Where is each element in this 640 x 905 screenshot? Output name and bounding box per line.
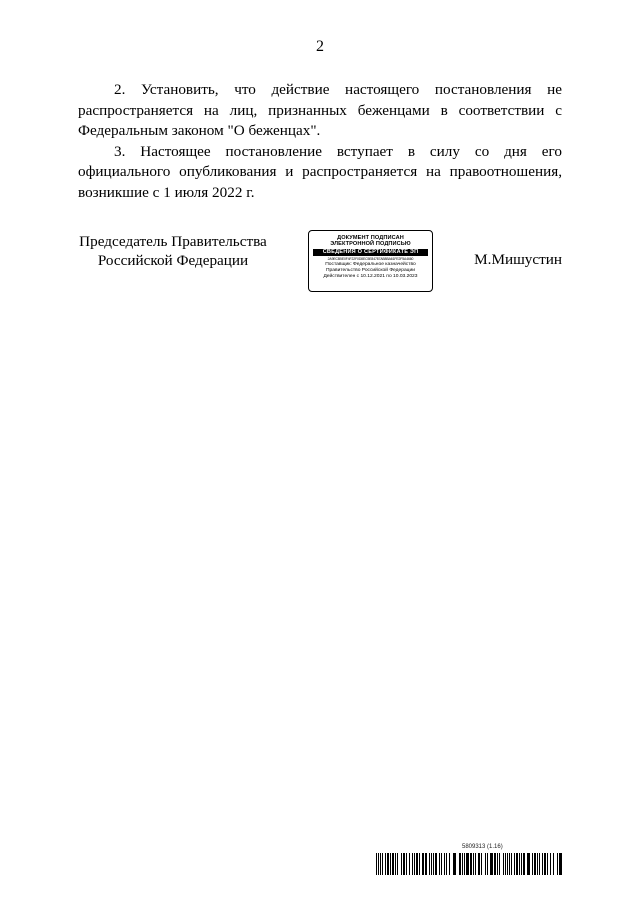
barcode-bar xyxy=(409,853,410,875)
barcode-bar xyxy=(416,853,418,875)
barcode-bar xyxy=(519,853,520,875)
barcode-bar xyxy=(499,853,500,875)
barcode-bar xyxy=(470,853,472,875)
barcode-bar xyxy=(414,853,415,875)
electronic-signature-stamp xyxy=(308,230,433,292)
barcode-bar xyxy=(385,853,386,875)
barcode-bar xyxy=(419,853,420,875)
barcode-bar xyxy=(378,853,379,875)
barcode-bar xyxy=(559,853,562,875)
stamp-title-line2: ЭЛЕКТРОННОЙ ПОДПИСЬЮ xyxy=(330,241,411,248)
barcode-bar xyxy=(542,853,543,875)
barcode-bar xyxy=(547,853,548,875)
barcode-bar xyxy=(534,853,536,875)
signer-title xyxy=(78,233,268,270)
stamp-owner: Правительство Российской Федерации xyxy=(326,268,415,274)
barcode-bar xyxy=(553,853,554,875)
barcode-bar xyxy=(466,853,469,875)
barcode-bar xyxy=(382,853,383,875)
barcode-bar xyxy=(395,853,396,875)
barcode-bar xyxy=(481,853,482,875)
barcode-bar xyxy=(453,853,456,875)
barcode-bar xyxy=(431,853,432,875)
barcode-bar xyxy=(387,853,389,875)
barcode-bar xyxy=(390,853,391,875)
barcode-bar xyxy=(392,853,394,875)
barcode-bar xyxy=(511,853,512,875)
barcode-bar xyxy=(514,853,515,875)
paragraph-3: 3. Настоящее постановление вступает в силу со дня его официального опубликования и распространяется на правоотношения, возникшие с 1 июля 2022 г. xyxy=(78,142,562,201)
barcode-bar xyxy=(459,853,461,875)
barcode-bar xyxy=(397,853,398,875)
barcode-bar xyxy=(449,853,450,875)
barcode-bar xyxy=(425,853,427,875)
stamp-title xyxy=(309,235,432,248)
barcode-bar xyxy=(422,853,424,875)
paragraph-2: 2. Установить, что действие настоящего постановления не распространяется на лиц, признанных беженцами в соответствии с Федеральным законом "О беженцах". xyxy=(78,81,562,140)
stamp-certificate-bar: СВЕДЕНИЯ О СЕРТИФИКАТЕ ЭП xyxy=(313,249,428,256)
barcode-bar xyxy=(473,853,474,875)
barcode-bar xyxy=(478,853,480,875)
barcode-bar xyxy=(439,853,440,875)
barcode-bar xyxy=(505,853,506,875)
barcode-bar xyxy=(509,853,510,875)
barcode-bar xyxy=(550,853,551,875)
barcode-bar xyxy=(376,853,377,875)
barcode-bar xyxy=(527,853,530,875)
barcode-bar xyxy=(412,853,413,875)
barcode-label: 5809313 (1.16) xyxy=(462,844,503,850)
barcode-bar xyxy=(521,853,522,875)
barcode-bar xyxy=(485,853,486,875)
signer-name: М.Мишустин xyxy=(474,251,562,268)
stamp-serial-number: 2A9ECB5E0F4F22F0D8EC5E84787AB8BA61FE2F5A4660 xyxy=(327,256,414,261)
barcode-bar xyxy=(433,853,434,875)
document-body xyxy=(78,80,562,204)
barcode-bar xyxy=(523,853,525,875)
barcode-bar xyxy=(475,853,476,875)
barcode-bar xyxy=(403,853,405,875)
barcode-bar xyxy=(429,853,430,875)
stamp-issuer: Поставщик: Федеральное казначейство xyxy=(325,261,416,267)
barcode-bar xyxy=(503,853,504,875)
barcode-bar xyxy=(464,853,465,875)
barcode-bar xyxy=(446,853,447,875)
barcode-bar xyxy=(490,853,493,875)
page-number: 2 xyxy=(316,38,324,55)
barcode-bar xyxy=(537,853,538,875)
signer-title-line2: Российской Федерации xyxy=(97,251,249,269)
barcode-bar xyxy=(497,853,498,875)
barcode-bar xyxy=(435,853,437,875)
barcode-bar xyxy=(380,853,381,875)
barcode-bar xyxy=(494,853,496,875)
barcode-bar xyxy=(462,853,463,875)
barcode-icon xyxy=(376,853,562,875)
stamp-title-line1: ДОКУМЕНТ ПОДПИСАН xyxy=(337,235,404,241)
stamp-validity: Действителен с 10.12.2021 по 10.03.2023 xyxy=(323,274,418,280)
barcode-bar xyxy=(441,853,442,875)
barcode-bar xyxy=(539,853,540,875)
barcode-bar xyxy=(487,853,488,875)
barcode-bar xyxy=(516,853,518,875)
barcode-bar xyxy=(401,853,402,875)
signer-title-line1: Председатель Правительства xyxy=(79,233,267,250)
barcode-bar xyxy=(544,853,546,875)
barcode-bar xyxy=(532,853,533,875)
barcode-bar xyxy=(406,853,407,875)
barcode-bar xyxy=(444,853,445,875)
barcode-bar xyxy=(557,853,558,875)
barcode-bar xyxy=(507,853,508,875)
